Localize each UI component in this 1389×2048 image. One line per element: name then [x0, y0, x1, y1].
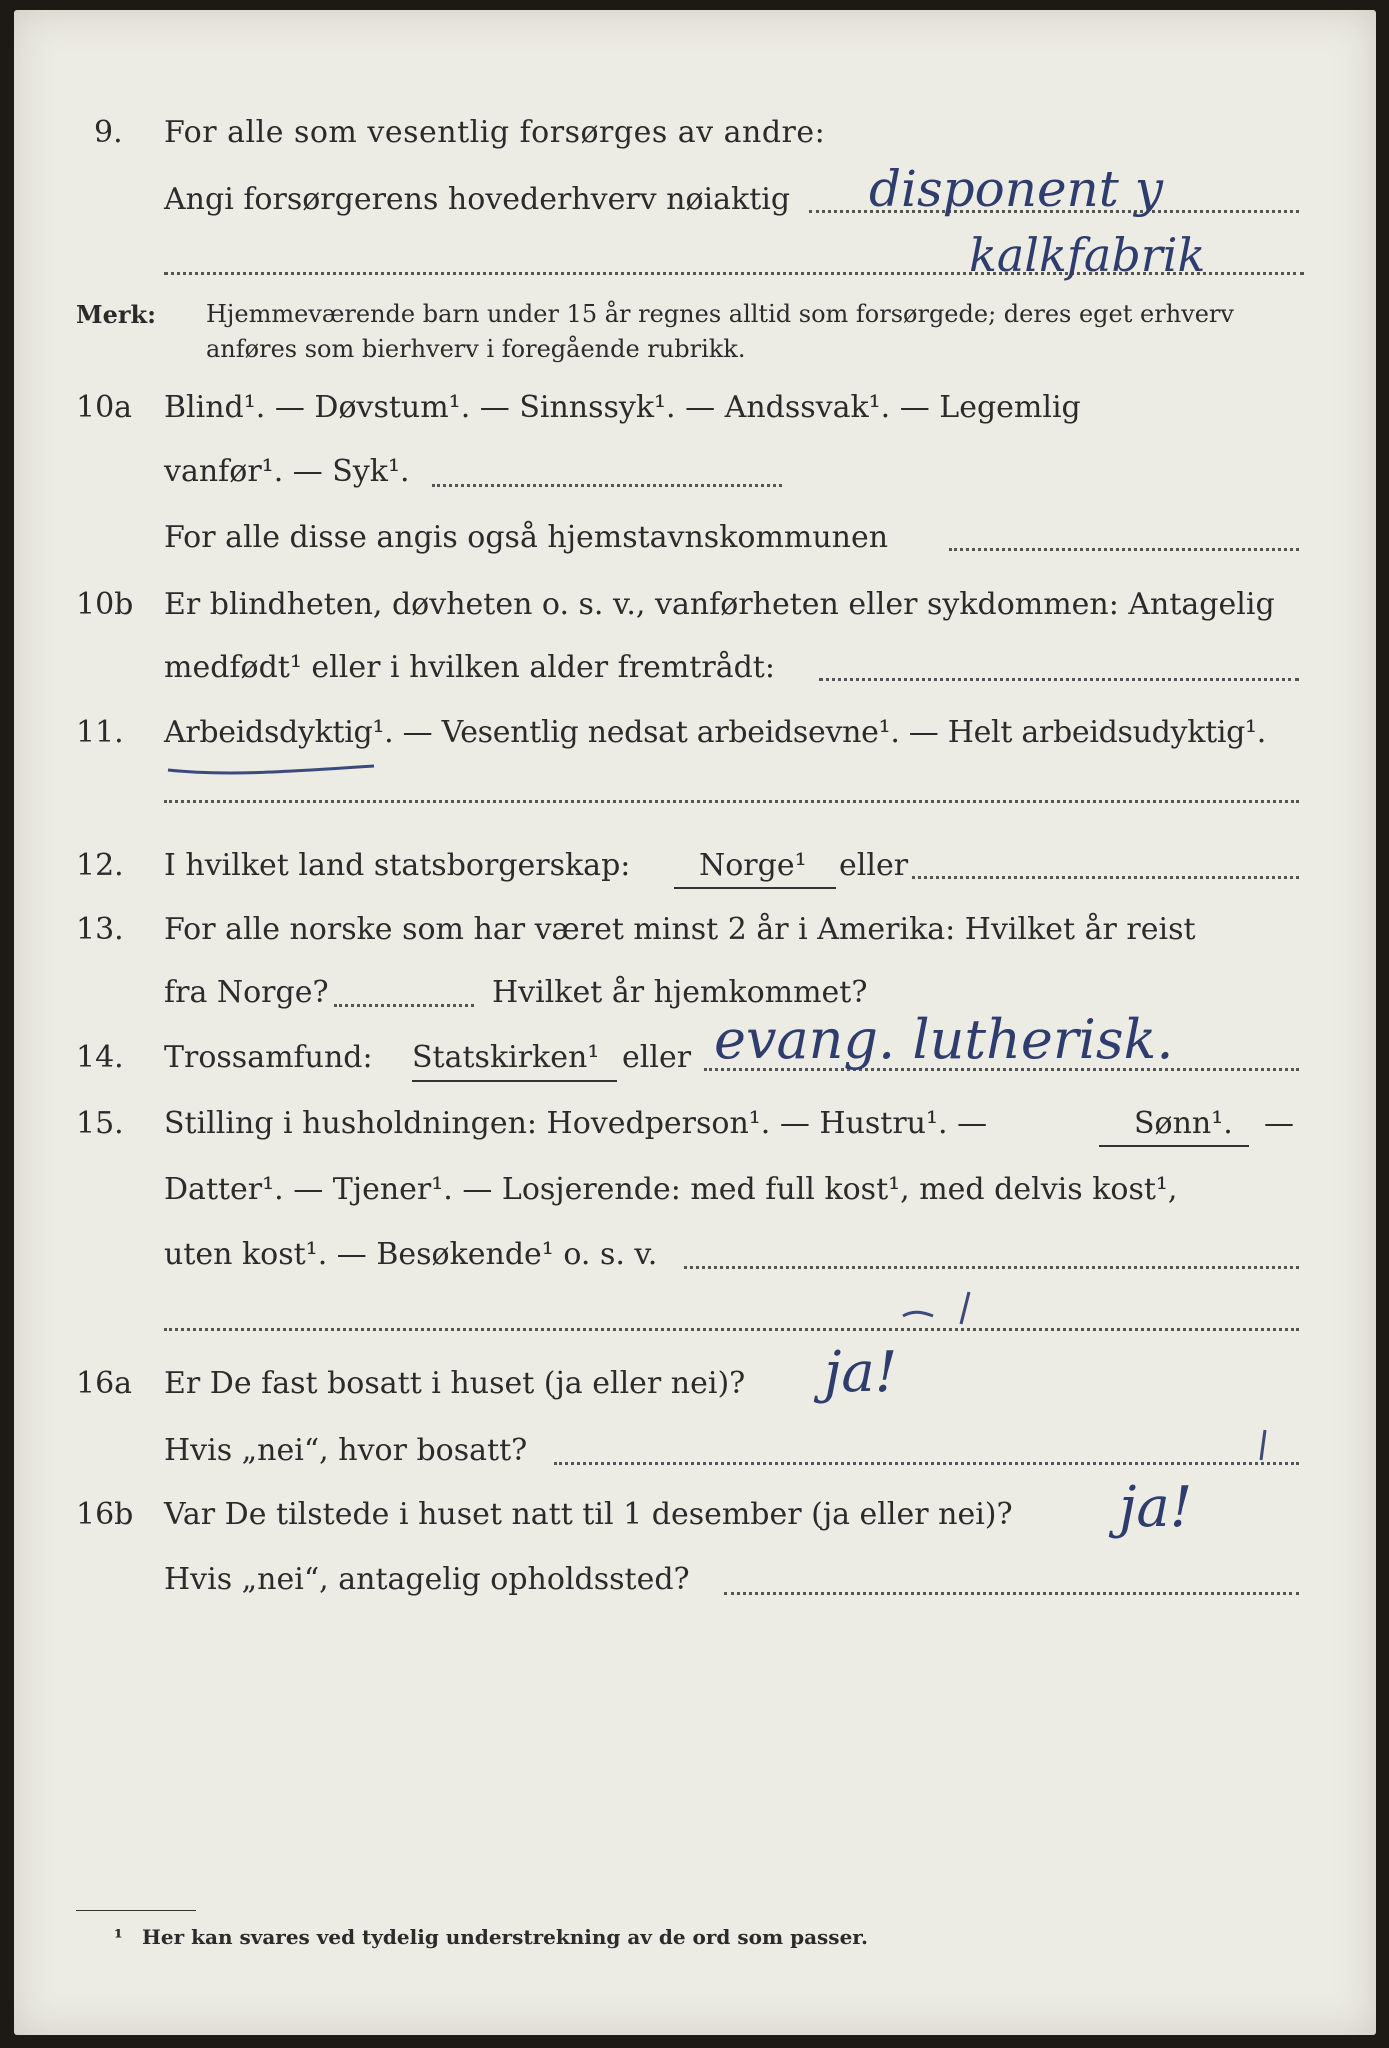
q10b-line2: medfødt¹ eller i hvilken alder fremtrådt:	[164, 650, 775, 685]
q10a-line2: vanfør¹. — Syk¹.	[164, 454, 410, 489]
q14-prefix: Trossamfund:	[164, 1040, 373, 1075]
q10a-kommune-line	[949, 548, 1299, 551]
q15-line1c: —	[1264, 1106, 1294, 1141]
q16b-line2: Hvis „nei“, antagelig opholdssted?	[164, 1562, 690, 1597]
q9-line1: For alle som vesentlig forsørges av andre:	[164, 115, 826, 150]
q16b-number: 16b	[76, 1497, 134, 1532]
q10a-line1: Blind¹. — Døvstum¹. — Sinnssyk¹. — Andssvak¹. — Legemlig	[164, 390, 1081, 425]
q15-number: 15.	[76, 1106, 124, 1141]
q9-handwritten-answer-1: disponent y	[869, 160, 1163, 218]
q15-handwritten-mark	[899, 1290, 1019, 1330]
q15-option-sonn: Sønn¹.	[1134, 1106, 1233, 1141]
q11-number: 11.	[76, 715, 124, 750]
footnote-rule	[76, 1910, 196, 1911]
q12-prefix: I hvilket land statsborgerskap:	[164, 848, 631, 883]
q12-suffix: eller	[839, 848, 909, 883]
q12-option-underline	[674, 887, 836, 889]
merk-line1: Hjemmeværende barn under 15 år regnes alltid som forsørgede; deres eget erhverv	[206, 300, 1234, 328]
q14-handwritten-answer: evang. lutherisk.	[714, 1008, 1174, 1071]
footnote-mark: ¹	[114, 1925, 123, 1949]
q15-answer-line	[684, 1266, 1299, 1269]
q12-option-norge: Norge¹	[699, 848, 807, 883]
q16b-answer-line	[724, 1592, 1299, 1595]
q10b-answer-line	[819, 678, 1299, 681]
q15-extra-line	[164, 1328, 1299, 1331]
footnote-text: Her kan svares ved tydelig understrekning av de ord som passer.	[142, 1925, 868, 1949]
q14-option-statskirken: Statskirken¹	[412, 1040, 600, 1075]
q14-option-underline	[412, 1080, 617, 1082]
q15-line2: Datter¹. — Tjener¹. — Losjerende: med full kost¹, med delvis kost¹,	[164, 1172, 1178, 1207]
q10a-line3: For alle disse angis også hjemstavnskommunen	[164, 520, 889, 555]
q12-number: 12.	[76, 848, 124, 883]
q14-number: 14.	[76, 1040, 124, 1075]
q9-handwritten-answer-2: kalkfabrik	[969, 228, 1206, 282]
q16a-handwritten-mark	[1249, 1428, 1279, 1468]
q10b-line1: Er blindheten, døvheten o. s. v., vanførheten eller sykdommen: Antagelig	[164, 587, 1275, 622]
q9-line2: Angi forsørgerens hovederhverv nøiaktig	[164, 182, 791, 217]
census-form-page	[14, 10, 1376, 2035]
q16a-line2: Hvis „nei“, hvor bosatt?	[164, 1433, 528, 1468]
q15-option-underline	[1099, 1145, 1249, 1147]
q13-number: 13.	[76, 912, 124, 947]
q12-answer-line	[912, 876, 1299, 879]
q10a-number: 10a	[76, 390, 133, 425]
q11-handwritten-underline	[164, 758, 384, 788]
q11-line1: Arbeidsdyktig¹. — Vesentlig nedsat arbeidsevne¹. — Helt arbeidsudyktig¹.	[164, 715, 1266, 750]
merk-label: Merk:	[76, 300, 156, 329]
q11-answer-line	[164, 800, 1299, 803]
q16b-handwritten-answer: ja!	[1119, 1475, 1193, 1540]
q16a-line1: Er De fast bosatt i huset (ja eller nei)?	[164, 1366, 746, 1401]
q13-reist-line	[334, 1004, 474, 1007]
q13-line2a: fra Norge?	[164, 975, 329, 1010]
q15-line3: uten kost¹. — Besøkende¹ o. s. v.	[164, 1237, 658, 1272]
q16b-line1: Var De tilstede i huset natt til 1 desember (ja eller nei)?	[164, 1497, 1013, 1532]
q16a-number: 16a	[76, 1366, 133, 1401]
q13-line1: For alle norske som har været minst 2 år i Amerika: Hvilket år reist	[164, 912, 1196, 947]
q15-line1a: Stilling i husholdningen: Hovedperson¹. — Hustru¹. —	[164, 1106, 988, 1141]
q10b-number: 10b	[76, 587, 134, 622]
q13-line2b: Hvilket år hjemkommet?	[492, 975, 868, 1010]
q10a-syk-line	[432, 484, 782, 487]
q16a-answer-line	[554, 1462, 1299, 1465]
q14-suffix: eller	[622, 1040, 692, 1075]
q16a-handwritten-answer: ja!	[824, 1340, 898, 1405]
merk-line2: anføres som bierhverv i foregående rubrikk.	[206, 335, 746, 363]
q9-number: 9.	[94, 115, 123, 150]
